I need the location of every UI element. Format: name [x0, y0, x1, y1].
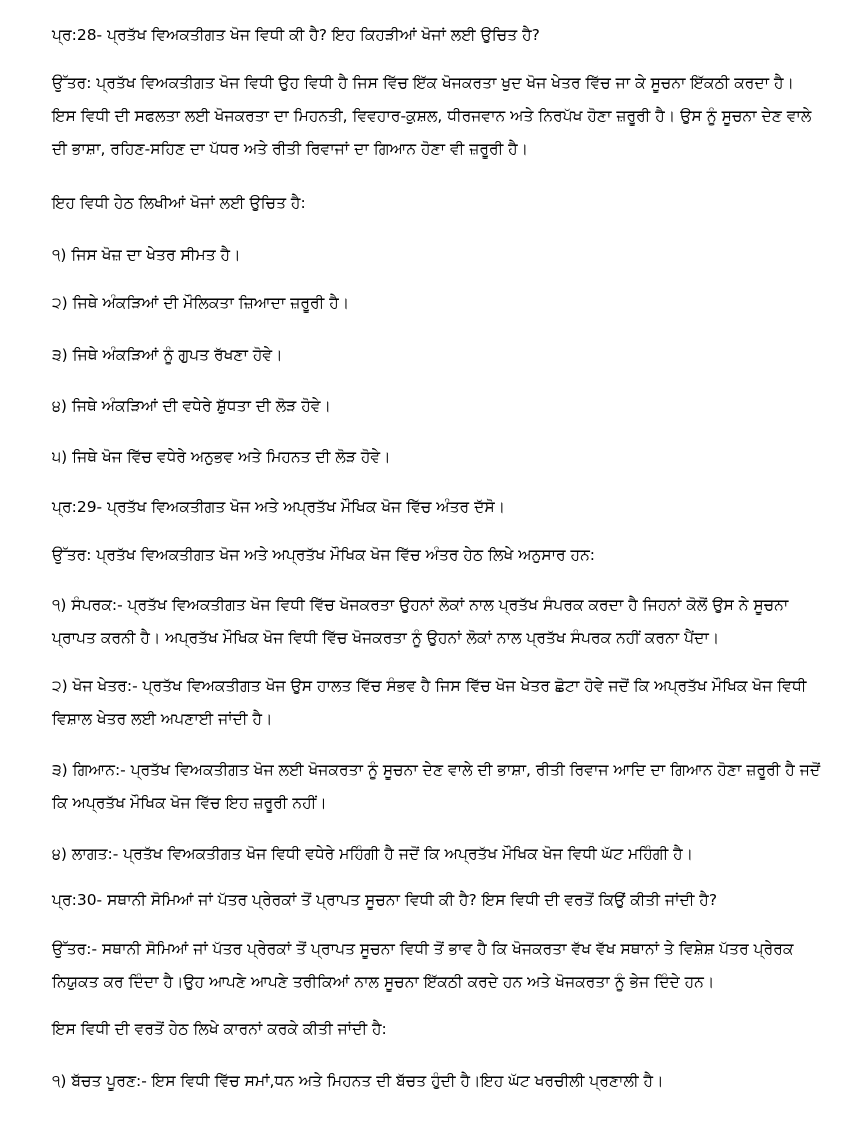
- list-item: ੫) ਜਿਥੇ ਖੋਜ ਵਿੱਚ ਵਧੇਰੇ ਅਨੁਭਵ ਅਤੇ ਮਿਹਨਤ ਦੀ ਲੋੜ ਹੋਵੇ।: [52, 448, 391, 466]
- answer-29: ਉੱਤਰ: ਪ੍ਰਤੱਖ ਵਿਅਕਤੀਗਤ ਖੋਜ ਅਤੇ ਅਪ੍ਰਤੱਖ ਮੌਖਿਕ ਖੋਜ ਵਿੱਚ ਅੰਤਰ ਹੇਠ ਲਿਖੇ ਅਨੁਸਾਰ ਹਨ:: [52, 546, 595, 564]
- answer-28: ਉੱਤਰ: ਪ੍ਰਤੱਖ ਵਿਅਕਤੀਗਤ ਖੋਜ ਵਿਧੀ ਉਹ ਵਿਧੀ ਹੈ ਜਿਸ ਵਿੱਚ ਇੱਕ ਖੋਜਕਰਤਾ ਖੁਦ ਖੋਜ ਖੇਤਰ ਵਿੱਚ ਜਾ ਕੇ ਸੂਚਨਾ ਇੱਕਠੀ ਕਰਦਾ ਹੈ। ਇਸ ਵਿਧੀ ਦੀ ਸਫਲਤਾ ਲਈ ਖੋਜਕਰਤਾ ਦਾ ਮਿਹਨਤੀ, ਵਿਵਹਾਰ-ਕੁਸ਼ਲ, ਧੀਰਜਵਾਨ ਅਤੇ ਨਿਰਪੱਖ ਹੋਣਾ ਜ਼ਰੂਰੀ ਹੈ। ਉਸ ਨੂੰ ਸੂਚਨਾ ਦੇਣ ਵਾਲੇ ਦੀ ਭਾਸ਼ਾ, ਰਹਿਣ-ਸਹਿਣ ਦਾ ਪੱਧਰ ਅਤੇ ਰੀਤੀ ਰਿਵਾਜਾਂ ਦਾ ਗਿਆਨ ਹੋਣਾ ਵੀ ਜ਼ਰੂਰੀ ਹੈ।: [52, 74, 812, 158]
- answer-28-intro: ਇਹ ਵਿਧੀ ਹੇਠ ਲਿਖੀਆਂ ਖੋਜਾਂ ਲਈ ਉਚਿਤ ਹੈ:: [52, 194, 306, 212]
- list-item: ੧) ਬੱਚਤ ਪੂਰਣ:- ਇਸ ਵਿਧੀ ਵਿੱਚ ਸਮਾਂ,ਧਨ ਅਤੇ ਮਿਹਨਤ ਦੀ ਬੱਚਤ ਹੁੰਦੀ ਹੈ।ਇਹ ਘੱਟ ਖਰਚੀਲੀ ਪ੍ਰਣਾਲੀ ਹੈ।: [52, 1072, 664, 1090]
- list-item: ੩) ਗਿਆਨ:- ਪ੍ਰਤੱਖ ਵਿਅਕਤੀਗਤ ਖੋਜ ਲਈ ਖੋਜਕਰਤਾ ਨੂੰ ਸੂਚਨਾ ਦੇਣ ਵਾਲੇ ਦੀ ਭਾਸ਼ਾ, ਰੀਤੀ ਰਿਵਾਜ ਆਦਿ ਦਾ ਗਿਆਨ ਹੋਣਾ ਜ਼ਰੂਰੀ ਹੈ ਜਦੋਂ ਕਿ ਅਪ੍ਰਤੱਖ ਮੌਖਿਕ ਖੋਜ ਵਿੱਚ ਇਹ ਜ਼ਰੂਰੀ ਨਹੀਂ।: [52, 761, 821, 812]
- list-item: ੧) ਜਿਸ ਖੋਜ਼ ਦਾ ਖੇਤਰ ਸੀਮਤ ਹੈ।: [52, 246, 241, 264]
- question-29: ਪ੍ਰ:29- ਪ੍ਰਤੱਖ ਵਿਅਕਤੀਗਤ ਖੋਜ ਅਤੇ ਅਪ੍ਰਤੱਖ ਮੌਖਿਕ ਖੋਜ ਵਿੱਚ ਅੰਤਰ ਦੱਸੋ।: [52, 498, 506, 516]
- list-item: ੨) ਜਿਥੇ ਅੰਕੜਿਆਂ ਦੀ ਮੌਲਿਕਤਾ ਜ਼ਿਆਦਾ ਜ਼ਰੂਰੀ ਹੈ।: [52, 294, 350, 312]
- answer-30-intro: ਇਸ ਵਿਧੀ ਦੀ ਵਰਤੋਂ ਹੇਠ ਲਿਖੇ ਕਾਰਨਾਂ ਕਰਕੇ ਕੀਤੀ ਜਾਂਦੀ ਹੈ:: [52, 1020, 387, 1038]
- list-item: ੪) ਲਾਗਤ:- ਪ੍ਰਤੱਖ ਵਿਅਕਤੀਗਤ ਖੋਜ ਵਿਧੀ ਵਧੇਰੇ ਮਹਿੰਗੀ ਹੈ ਜਦੋਂ ਕਿ ਅਪ੍ਰਤੱਖ ਮੌਖਿਕ ਖੋਜ ਵਿਧੀ ਘੱਟ ਮਹਿੰਗੀ ਹੈ।: [52, 845, 694, 863]
- list-item: ੪) ਜਿਥੇ ਅੰਕੜਿਆਂ ਦੀ ਵਧੇਰੇ ਸ਼ੁੱਧਤਾ ਦੀ ਲੋੜ ਹੋਵੇ।: [52, 397, 331, 415]
- question-28: ਪ੍ਰ:28- ਪ੍ਰਤੱਖ ਵਿਅਕਤੀਗਤ ਖੋਜ ਵਿਧੀ ਕੀ ਹੈ? ਇਹ ਕਿਹੜੀਆਂ ਖੋਜਾਂ ਲਈ ਉਚਿਤ ਹੈ?: [52, 26, 540, 44]
- question-30: ਪ੍ਰ:30- ਸਥਾਨੀ ਸੋਮਿਆਂ ਜਾਂ ਪੱਤਰ ਪ੍ਰੇਰਕਾਂ ਤੋਂ ਪ੍ਰਾਪਤ ਸੂਚਨਾ ਵਿਧੀ ਕੀ ਹੈ? ਇਸ ਵਿਧੀ ਦੀ ਵਰਤੋਂ ਕਿਉਂ ਕੀਤੀ ਜਾਂਦੀ ਹੈ?: [52, 891, 718, 909]
- list-item: ੩) ਜਿਥੇ ਅੰਕੜਿਆਂ ਨੂੰ ਗੁਪਤ ਰੱਖਣਾ ਹੋਵੇ।: [52, 346, 283, 364]
- list-item: ੨) ਖੋਜ ਖੇਤਰ:- ਪ੍ਰਤੱਖ ਵਿਅਕਤੀਗਤ ਖੋਜ ਉਸ ਹਾਲਤ ਵਿੱਚ ਸੰਭਵ ਹੈ ਜਿਸ ਵਿੱਚ ਖੋਜ ਖੇਤਰ ਛੋਟਾ ਹੋਵੇ ਜਦੋਂ ਕਿ ਅਪ੍ਰਤੱਖ ਮੌਖਿਕ ਖੋਜ ਵਿਧੀ ਵਿਸ਼ਾਲ ਖੇਤਰ ਲਈ ਅਪਣਾਈ ਜਾਂਦੀ ਹੈ।: [52, 677, 807, 728]
- answer-30: ਉੱਤਰ:- ਸਥਾਨੀ ਸੋਮਿਆਂ ਜਾਂ ਪੱਤਰ ਪ੍ਰੇਰਕਾਂ ਤੋਂ ਪ੍ਰਾਪਤ ਸੂਚਨਾ ਵਿਧੀ ਤੋਂ ਭਾਵ ਹੈ ਕਿ ਖੋਜਕਰਤਾ ਵੱਖ ਵੱਖ ਸਥਾਨਾਂ ਤੇ ਵਿਸ਼ੇਸ਼ ਪੱਤਰ ਪ੍ਰੇਰਕ ਨਿਯੁਕਤ ਕਰ ਦਿੰਦਾ ਹੈ।ਉਹ ਆਪਣੇ ਆਪਣੇ ਤਰੀਕਿਆਂ ਨਾਲ ਸੂਚਨਾ ਇੱਕਠੀ ਕਰਦੇ ਹਨ ਅਤੇ ਖੋਜਕਰਤਾ ਨੂੰ ਭੇਜ ਦਿੰਦੇ ਹਨ।: [52, 940, 794, 991]
- list-item: ੧) ਸੰਪਰਕ:- ਪ੍ਰਤੱਖ ਵਿਅਕਤੀਗਤ ਖੋਜ ਵਿਧੀ ਵਿੱਚ ਖੋਜਕਰਤਾ ਉਹਨਾਂ ਲੋਕਾਂ ਨਾਲ ਪ੍ਰਤੱਖ ਸੰਪਰਕ ਕਰਦਾ ਹੈ ਜਿਹਨਾਂ ਕੋਲੋਂ ਉਸ ਨੇ ਸੂਚਨਾ ਪ੍ਰਾਪਤ ਕਰਨੀ ਹੈ। ਅਪ੍ਰਤੱਖ ਮੌਖਿਕ ਖੋਜ ਵਿਧੀ ਵਿੱਚ ਖੋਜਕਰਤਾ ਨੂੰ ਉਹਨਾਂ ਲੋਕਾਂ ਨਾਲ ਪ੍ਰਤੱਖ ਸੰਪਰਕ ਨਹੀਂ ਕਰਨਾ ਪੈਂਦਾ।: [52, 596, 789, 647]
